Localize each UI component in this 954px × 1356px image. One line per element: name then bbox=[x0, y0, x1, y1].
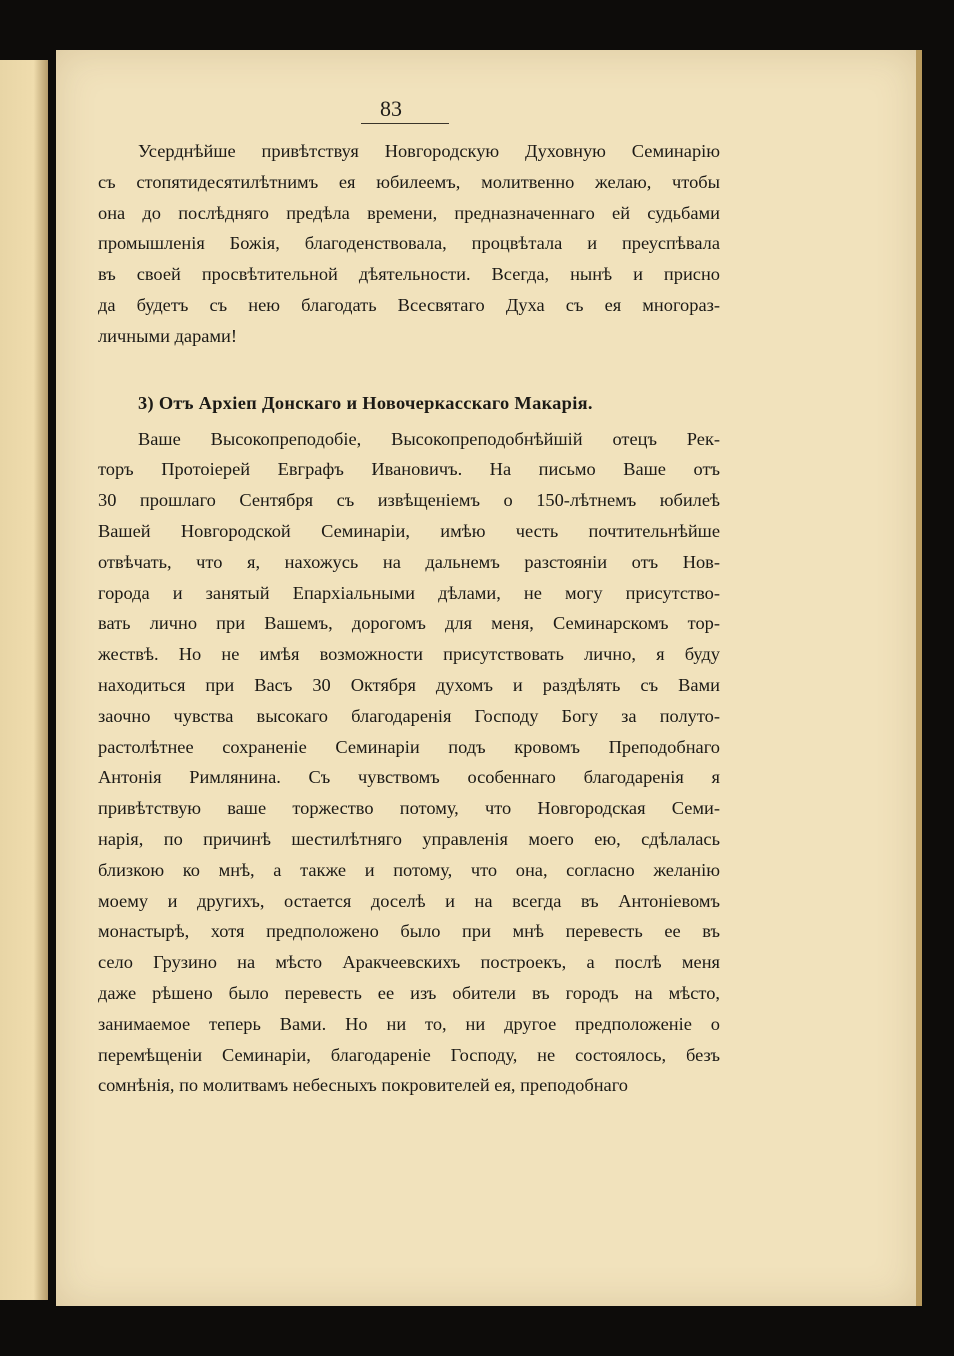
text-line: города и занятый Епархіальными дѣлами, не могу присутство- bbox=[98, 582, 720, 603]
page-number-rule bbox=[361, 123, 449, 124]
text-line: монастырѣ, хотя предположено было при мнѣ перевесть ее въ bbox=[98, 921, 720, 942]
text-line: Антонія Римлянина. Съ чувствомъ особеннаго благодаренія я bbox=[98, 767, 720, 788]
facing-page-edge bbox=[0, 60, 48, 1300]
text-line: торъ Протоіерей Евграфъ Ивановичъ. На письмо Ваше отъ bbox=[98, 459, 720, 480]
text-line: жествѣ. Но не имѣя возможности присутствовать лично, я буду bbox=[98, 644, 720, 665]
text-line: близкою ко мнѣ, а также и потому, что она, согласно желанію bbox=[98, 859, 720, 880]
text-line: привѣтствую ваше торжество потому, что Новгородская Семи- bbox=[98, 798, 720, 819]
text-line: перемѣщеніи Семинаріи, благодареніе Господу, не состоялось, безъ bbox=[98, 1044, 720, 1065]
text-line: нарія, по причинѣ шестилѣтняго управленія моего ею, сдѣлалась bbox=[98, 828, 720, 849]
paragraph-letter bbox=[98, 424, 720, 1102]
text-line: Усерднѣйше привѣтствуя Новгородскую Духовную Семинарію bbox=[138, 141, 720, 161]
text-line: даже рѣшено было перевесть ее изъ обители въ городъ на мѣсто, bbox=[98, 982, 720, 1003]
page-number: 83 bbox=[380, 96, 402, 121]
text-line: занимаемое теперь Вами. Но ни то, ни другое предположеніе о bbox=[98, 1013, 720, 1034]
paragraph-greeting bbox=[98, 136, 720, 352]
page-content bbox=[98, 95, 720, 1101]
page-fore-edge bbox=[916, 50, 922, 1306]
text-line: она до послѣдняго предѣла времени, предназначеннаго ей судьбами bbox=[98, 202, 720, 223]
text-line: вать лично при Вашемъ, дорогомъ для меня, Семинарскомъ тор- bbox=[98, 613, 720, 634]
text-line: 30 прошлаго Сентября съ извѣщеніемъ о 150-лѣтнемъ юбилеѣ bbox=[98, 490, 720, 511]
text-line: личными дарами! bbox=[98, 325, 238, 346]
text-line: находиться при Васъ 30 Октября духомъ и раздѣлять съ Вами bbox=[98, 674, 720, 695]
text-line: Вашей Новгородской Семинаріи, имѣю честь почтительнѣйше bbox=[98, 520, 720, 541]
text-line: растолѣтнее сохраненіе Семинаріи подъ кровомъ Преподобнаго bbox=[98, 736, 720, 757]
text-line: промышленія Божія, благоденствовала, процвѣтала и преуспѣвала bbox=[98, 233, 720, 254]
text-line: сомнѣнія, по молитвамъ небесныхъ покровителей ея, преподобнаго bbox=[98, 1075, 628, 1096]
section-heading: 3) Отъ Архіеп Донскаго и Новочеркасскаго Макарія. bbox=[138, 392, 593, 413]
text-line: съ стопятидесятилѣтнимъ ея юбилеемъ, молитвенно желаю, чтобы bbox=[98, 171, 720, 192]
text-line: Ваше Высокопреподобіе, Высокопреподобнѣйшій отецъ Рек- bbox=[138, 428, 720, 449]
text-line: въ своей просвѣтительной дѣятельности. Всегда, нынѣ и присно bbox=[98, 264, 720, 285]
text-line: моему и другихъ, остается доселѣ и на всегда въ Антоніевомъ bbox=[98, 890, 720, 911]
text-line: да будетъ съ нею благодать Всесвятаго Духа съ ея многораз- bbox=[98, 294, 720, 315]
text-line: отвѣчать, что я, нахожусь на дальнемъ разстояніи отъ Нов- bbox=[98, 551, 720, 572]
text-line: заочно чувства высокаго благодаренія Господу Богу за полуто- bbox=[98, 705, 720, 726]
text-line: село Грузино на мѣсто Аракчеевскихъ построекъ, а послѣ меня bbox=[98, 952, 720, 973]
